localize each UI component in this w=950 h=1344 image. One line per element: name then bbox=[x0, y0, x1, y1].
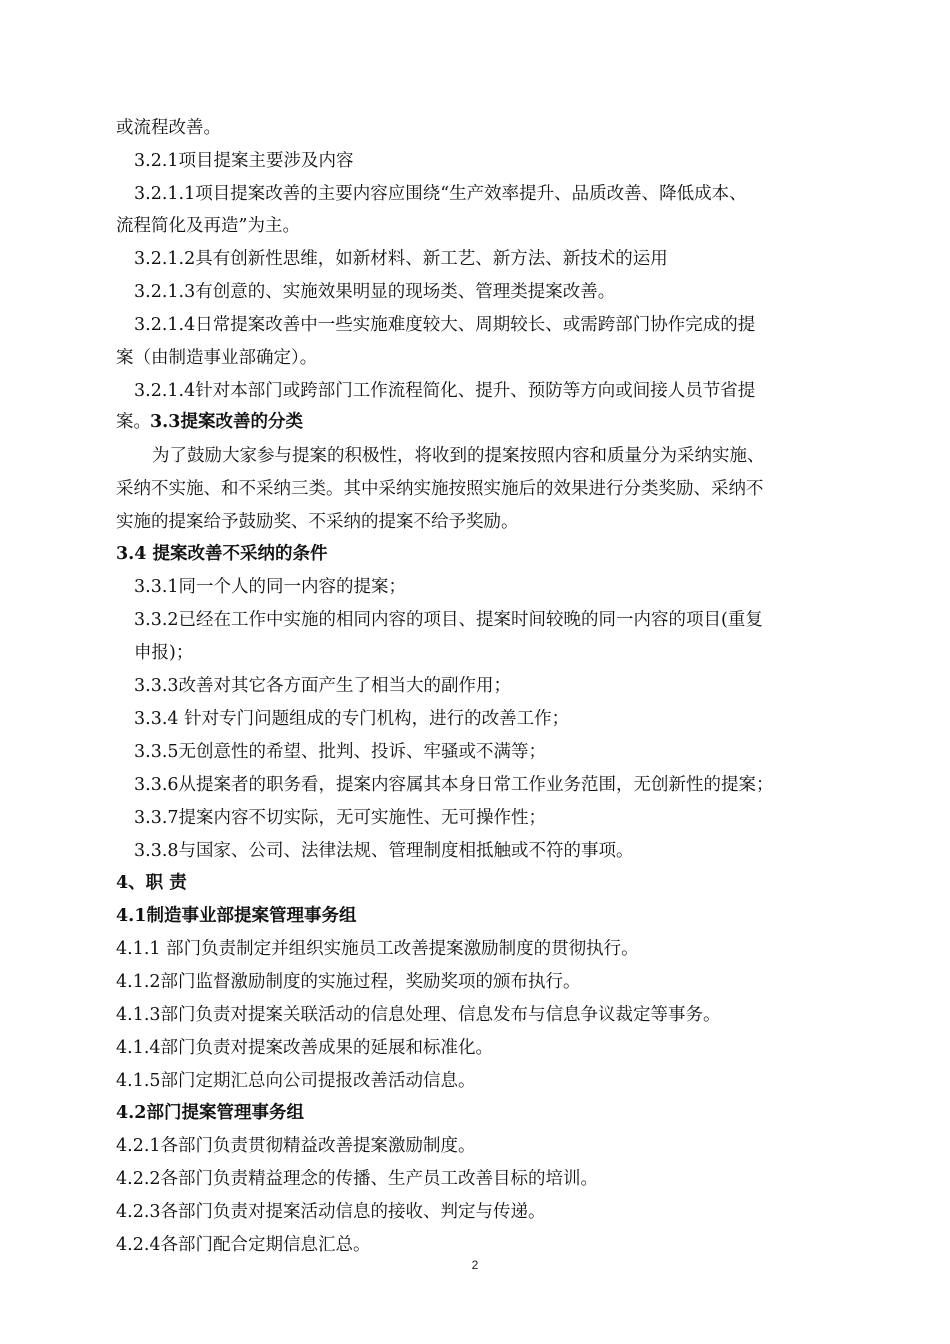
text-line: 流程简化及再造”为主。 bbox=[116, 216, 300, 236]
text-line: 3.3.4 针对专门问题组成的专门机构，进行的改善工作； bbox=[134, 709, 570, 729]
text-line: 4.2.2各部门负责精益理念的传播、生产员工改善目标的培训。 bbox=[116, 1169, 599, 1189]
text-line: 3.2.1.2具有创新性思维，如新材料、新工艺、新方法、新技术的运用 bbox=[134, 249, 668, 269]
text-line: 4.1.1 部门负责制定并组织实施员工改善提案激励制度的贯彻执行。 bbox=[116, 939, 639, 959]
text-line: 4.2.4各部门配合定期信息汇总。 bbox=[116, 1235, 371, 1255]
text-line: 4.2.3各部门负责对提案活动信息的接收、判定与传递。 bbox=[116, 1202, 546, 1222]
text-line: 3.2.1.4日常提案改善中一些实施难度较大、周期较长、或需跨部门协作完成的提 bbox=[134, 315, 756, 335]
text-line: 为了鼓励大家参与提案的积极性，将收到的提案按照内容和质量分为采纳实施、 bbox=[152, 446, 765, 466]
text-line: 3.3.5无创意性的希望、批判、投诉、牢骚或不满等； bbox=[134, 742, 547, 762]
text-line: 实施的提案给予鼓励奖、不采纳的提案不给予奖励。 bbox=[116, 512, 519, 532]
page-number: 2 bbox=[471, 1258, 479, 1272]
text-line: 3.3.3改善对其它各方面产生了相当大的副作用； bbox=[134, 676, 512, 696]
text-line: 案（由制造事业部确定）。 bbox=[116, 348, 318, 368]
text-line: 申报)； bbox=[134, 643, 194, 663]
text-line: 或流程改善。 bbox=[116, 118, 221, 138]
text-line: 3.3.2已经在工作中实施的相同内容的项目、提案时间较晚的同一内容的项目(重复 bbox=[134, 610, 763, 630]
section-heading: 4.1制造事业部提案管理事务组 bbox=[116, 906, 357, 926]
section-heading: 3.4 提案改善不采纳的条件 bbox=[116, 544, 328, 564]
text-line: 3.2.1.1项目提案改善的主要内容应围绕“生产效率提升、品质改善、降低成本、 bbox=[134, 184, 747, 204]
text-line: 4.1.5部门定期汇总向公司提报改善活动信息。 bbox=[116, 1071, 476, 1091]
text-line: 3.3.1同一个人的同一内容的提案； bbox=[134, 577, 407, 597]
text-line: 3.2.1.4针对本部门或跨部门工作流程简化、提升、预防等方向或间接人员节省提 bbox=[134, 381, 756, 401]
text-line: 4.1.2部门监督激励制度的实施过程，奖励奖项的颁布执行。 bbox=[116, 972, 581, 992]
text-line: 4.1.4部门负责对提案改善成果的延展和标准化。 bbox=[116, 1038, 494, 1058]
section-heading: 4、职 责 bbox=[116, 873, 187, 893]
text-line: 3.3.6从提案者的职务看，提案内容属其本身日常工作业务范围，无创新性的提案； bbox=[134, 775, 774, 795]
text-line: 3.3.7提案内容不切实际，无可实施性、无可操作性； bbox=[134, 808, 547, 828]
section-heading: 4.2部门提案管理事务组 bbox=[116, 1103, 304, 1123]
text-line: 4.1.3部门负责对提案关联活动的信息处理、信息发布与信息争议裁定等事务。 bbox=[116, 1005, 721, 1025]
text-line: 4.2.1各部门负责贯彻精益改善提案激励制度。 bbox=[116, 1136, 476, 1156]
text-line: 案。 bbox=[116, 412, 151, 432]
text-line: 3.3.8与国家、公司、法律法规、管理制度相抵触或不符的事项。 bbox=[134, 841, 634, 861]
text-line: 采纳不实施、和不采纳三类。其中采纳实施按照实施后的效果进行分类奖励、采纳不 bbox=[116, 479, 764, 499]
text-line: 3.2.1项目提案主要涉及内容 bbox=[134, 151, 354, 171]
section-heading: 3.3提案改善的分类 bbox=[150, 412, 303, 432]
text-line: 3.2.1.3有创意的、实施效果明显的现场类、管理类提案改善。 bbox=[134, 282, 616, 302]
